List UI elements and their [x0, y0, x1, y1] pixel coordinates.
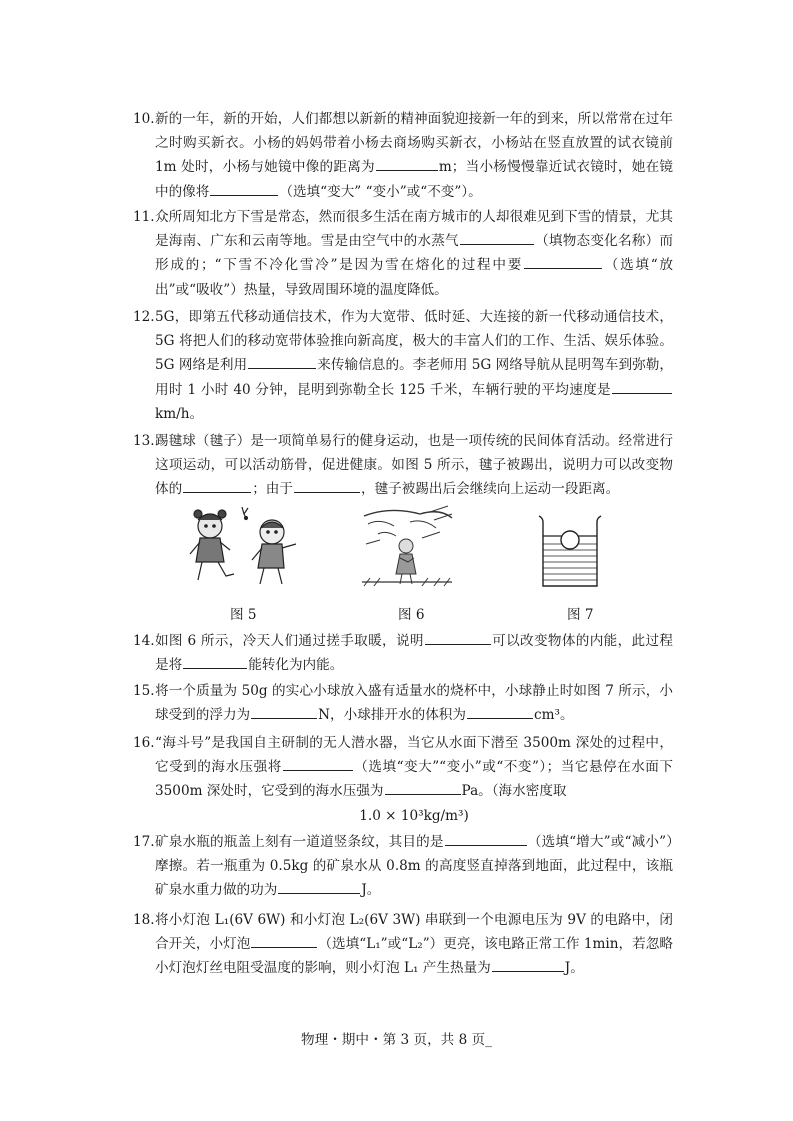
question-number: 18. — [133, 912, 155, 928]
figure-5-caption: 图 5 — [230, 607, 257, 623]
figure-6-illustration — [360, 504, 455, 588]
question-text: “海斗号”是我国自主研制的无人潜水器，当它从水面下潜至 3500m 深处的过程中，它受到的海水压强将 — [155, 735, 673, 776]
question-number: 16. — [133, 735, 155, 751]
question-text: ；由于 — [252, 481, 293, 498]
answer-blank[interactable] — [385, 780, 461, 795]
question-text: km/h。 — [155, 405, 204, 422]
answer-blank[interactable] — [278, 879, 360, 894]
question-text: 将一个质量为 50g 的实心小球放入盛有适量水的烧杯中，小球静止时如图 7 所示，小球受到的浮力为 — [155, 683, 673, 724]
answer-blank[interactable] — [425, 630, 491, 645]
answer-blank[interactable] — [251, 933, 317, 948]
answer-blank[interactable] — [283, 756, 353, 771]
question-18 — [133, 908, 673, 981]
question-number: 10. — [133, 111, 155, 127]
answer-blank[interactable] — [612, 379, 672, 394]
question-12 — [133, 305, 673, 426]
question-14 — [133, 629, 673, 677]
answer-blank[interactable] — [210, 181, 278, 196]
page-footer: 物理・期中・第 3 页，共 8 页_ — [301, 1032, 492, 1048]
figure-7-illustration — [533, 514, 607, 590]
density-formula: 1.0 × 10³kg/m³) — [359, 807, 469, 824]
question-text: 新的一年，新的开始，人们都想以新新的精神面貌迎接新一年的到来，所以常常在过年之时购买新衣。小杨的妈妈带着小杨去商场购买新衣，小杨站在竖直放置的试衣镜前 1m 处时，小杨与她镜中像的距离为 — [155, 111, 673, 176]
question-10 — [133, 107, 673, 204]
question-number: 11. — [133, 209, 155, 225]
question-text: （选填“变大” “变小”或“不变”）。 — [279, 183, 482, 200]
question-text: 来传输信息的。李老师用 5G 网络导航从昆明驾车到弥勒，用时 1 小时 40 分钟，昆明到弥勒全长 125 千米，车辆行驶的平均速度是 — [155, 357, 673, 398]
question-text: m；当小杨慢慢靠近试衣镜时，她在镜中的像将 — [155, 159, 673, 200]
figure-6-caption: 图 6 — [398, 607, 425, 623]
question-text: N，小球排开水的体积为 — [318, 707, 466, 724]
answer-blank[interactable] — [183, 654, 247, 669]
question-text: 可以改变物体的内能，此过程是将 — [155, 633, 673, 674]
answer-blank[interactable] — [248, 354, 316, 369]
figure-7-caption: 图 7 — [567, 607, 594, 623]
question-16 — [133, 731, 673, 828]
question-text: （选填“增大”或“减小”）摩擦。若一瓶重为 0.5kg 的矿泉水从 0.8m 的高度竖直掉落到地面，此过程中，该瓶矿泉水重力做的功为 — [155, 834, 673, 899]
question-text: （选填“L₁”或“L₂”）更亮，该电路正常工作 1min，若忽略小灯泡灯丝电阻受温度的影响，则小灯泡 L₁ 产生热量为 — [155, 936, 673, 977]
question-number: 12. — [133, 309, 155, 325]
answer-blank[interactable] — [460, 230, 534, 245]
question-text: （填物态变化名称）而形成的；“下雪不冷化雪冷”是因为雪在熔化的过程中要 — [155, 233, 673, 274]
question-11 — [133, 205, 673, 302]
answer-blank[interactable] — [524, 254, 602, 269]
question-text: J。 — [564, 960, 584, 977]
answer-blank[interactable] — [445, 831, 527, 846]
question-text: 能转化为内能。 — [248, 657, 344, 674]
figure-5-illustration — [186, 504, 304, 586]
answer-blank[interactable] — [183, 478, 251, 493]
question-text: （选填“放出”或“吸收”）热量，导致周围环境的温度降低。 — [155, 257, 673, 298]
question-15 — [133, 679, 673, 727]
question-number: 17. — [133, 834, 155, 850]
question-text: 将小灯泡 L₁(6V 6W) 和小灯泡 L₂(6V 3W) 串联到一个电源电压为 9V 的电路中，闭合开关，小灯泡 — [155, 912, 673, 953]
question-text: 踢毽球（毽子）是一项简单易行的健身运动，也是一项传统的民间体育活动。经常进行这项运动，可以活动筋骨，促进健康。如图 5 所示，毽子被踢出，说明力可以改变物体的 — [155, 433, 673, 498]
question-number: 14. — [133, 633, 155, 649]
question-text: 5G，即第五代移动通信技术，作为大宽带、低时延、大连接的新一代移动通信技术，5G 将把人们的移动宽带体验推向新高度，极大的丰富人们的工作、生活、娱乐体验。5G 网络是利用 — [155, 309, 673, 374]
question-text: 如图 6 所示，冷天人们通过搓手取暖，说明 — [155, 633, 424, 649]
question-17 — [133, 830, 673, 903]
answer-blank[interactable] — [492, 957, 564, 972]
answer-blank[interactable] — [251, 704, 317, 719]
question-text: 众所周知北方下雪是常态，然而很多生活在南方城市的人却很难见到下雪的情景，尤其是海南、广东和云南等地。雪是由空气中的水蒸气 — [155, 209, 673, 250]
question-text: ，毽子被踢出后会继续向上运动一段距离。 — [360, 481, 620, 498]
question-text: J。 — [361, 882, 381, 899]
question-number: 15. — [133, 683, 155, 699]
question-text: 矿泉水瓶的瓶盖上刻有一道道竖条纹，其目的是 — [155, 834, 444, 850]
answer-blank[interactable] — [467, 704, 533, 719]
answer-blank[interactable] — [294, 478, 360, 493]
question-13 — [133, 429, 673, 502]
question-text: cm³。 — [534, 707, 574, 724]
question-number: 13. — [133, 433, 155, 449]
question-text: （选填“变大”“变小”或“不变”）；当它悬停在水面下 3500m 深处时，它受到的海水压强为 — [155, 759, 673, 800]
question-text: Pa。（海水密度取 — [461, 783, 567, 800]
answer-blank[interactable] — [376, 156, 438, 171]
